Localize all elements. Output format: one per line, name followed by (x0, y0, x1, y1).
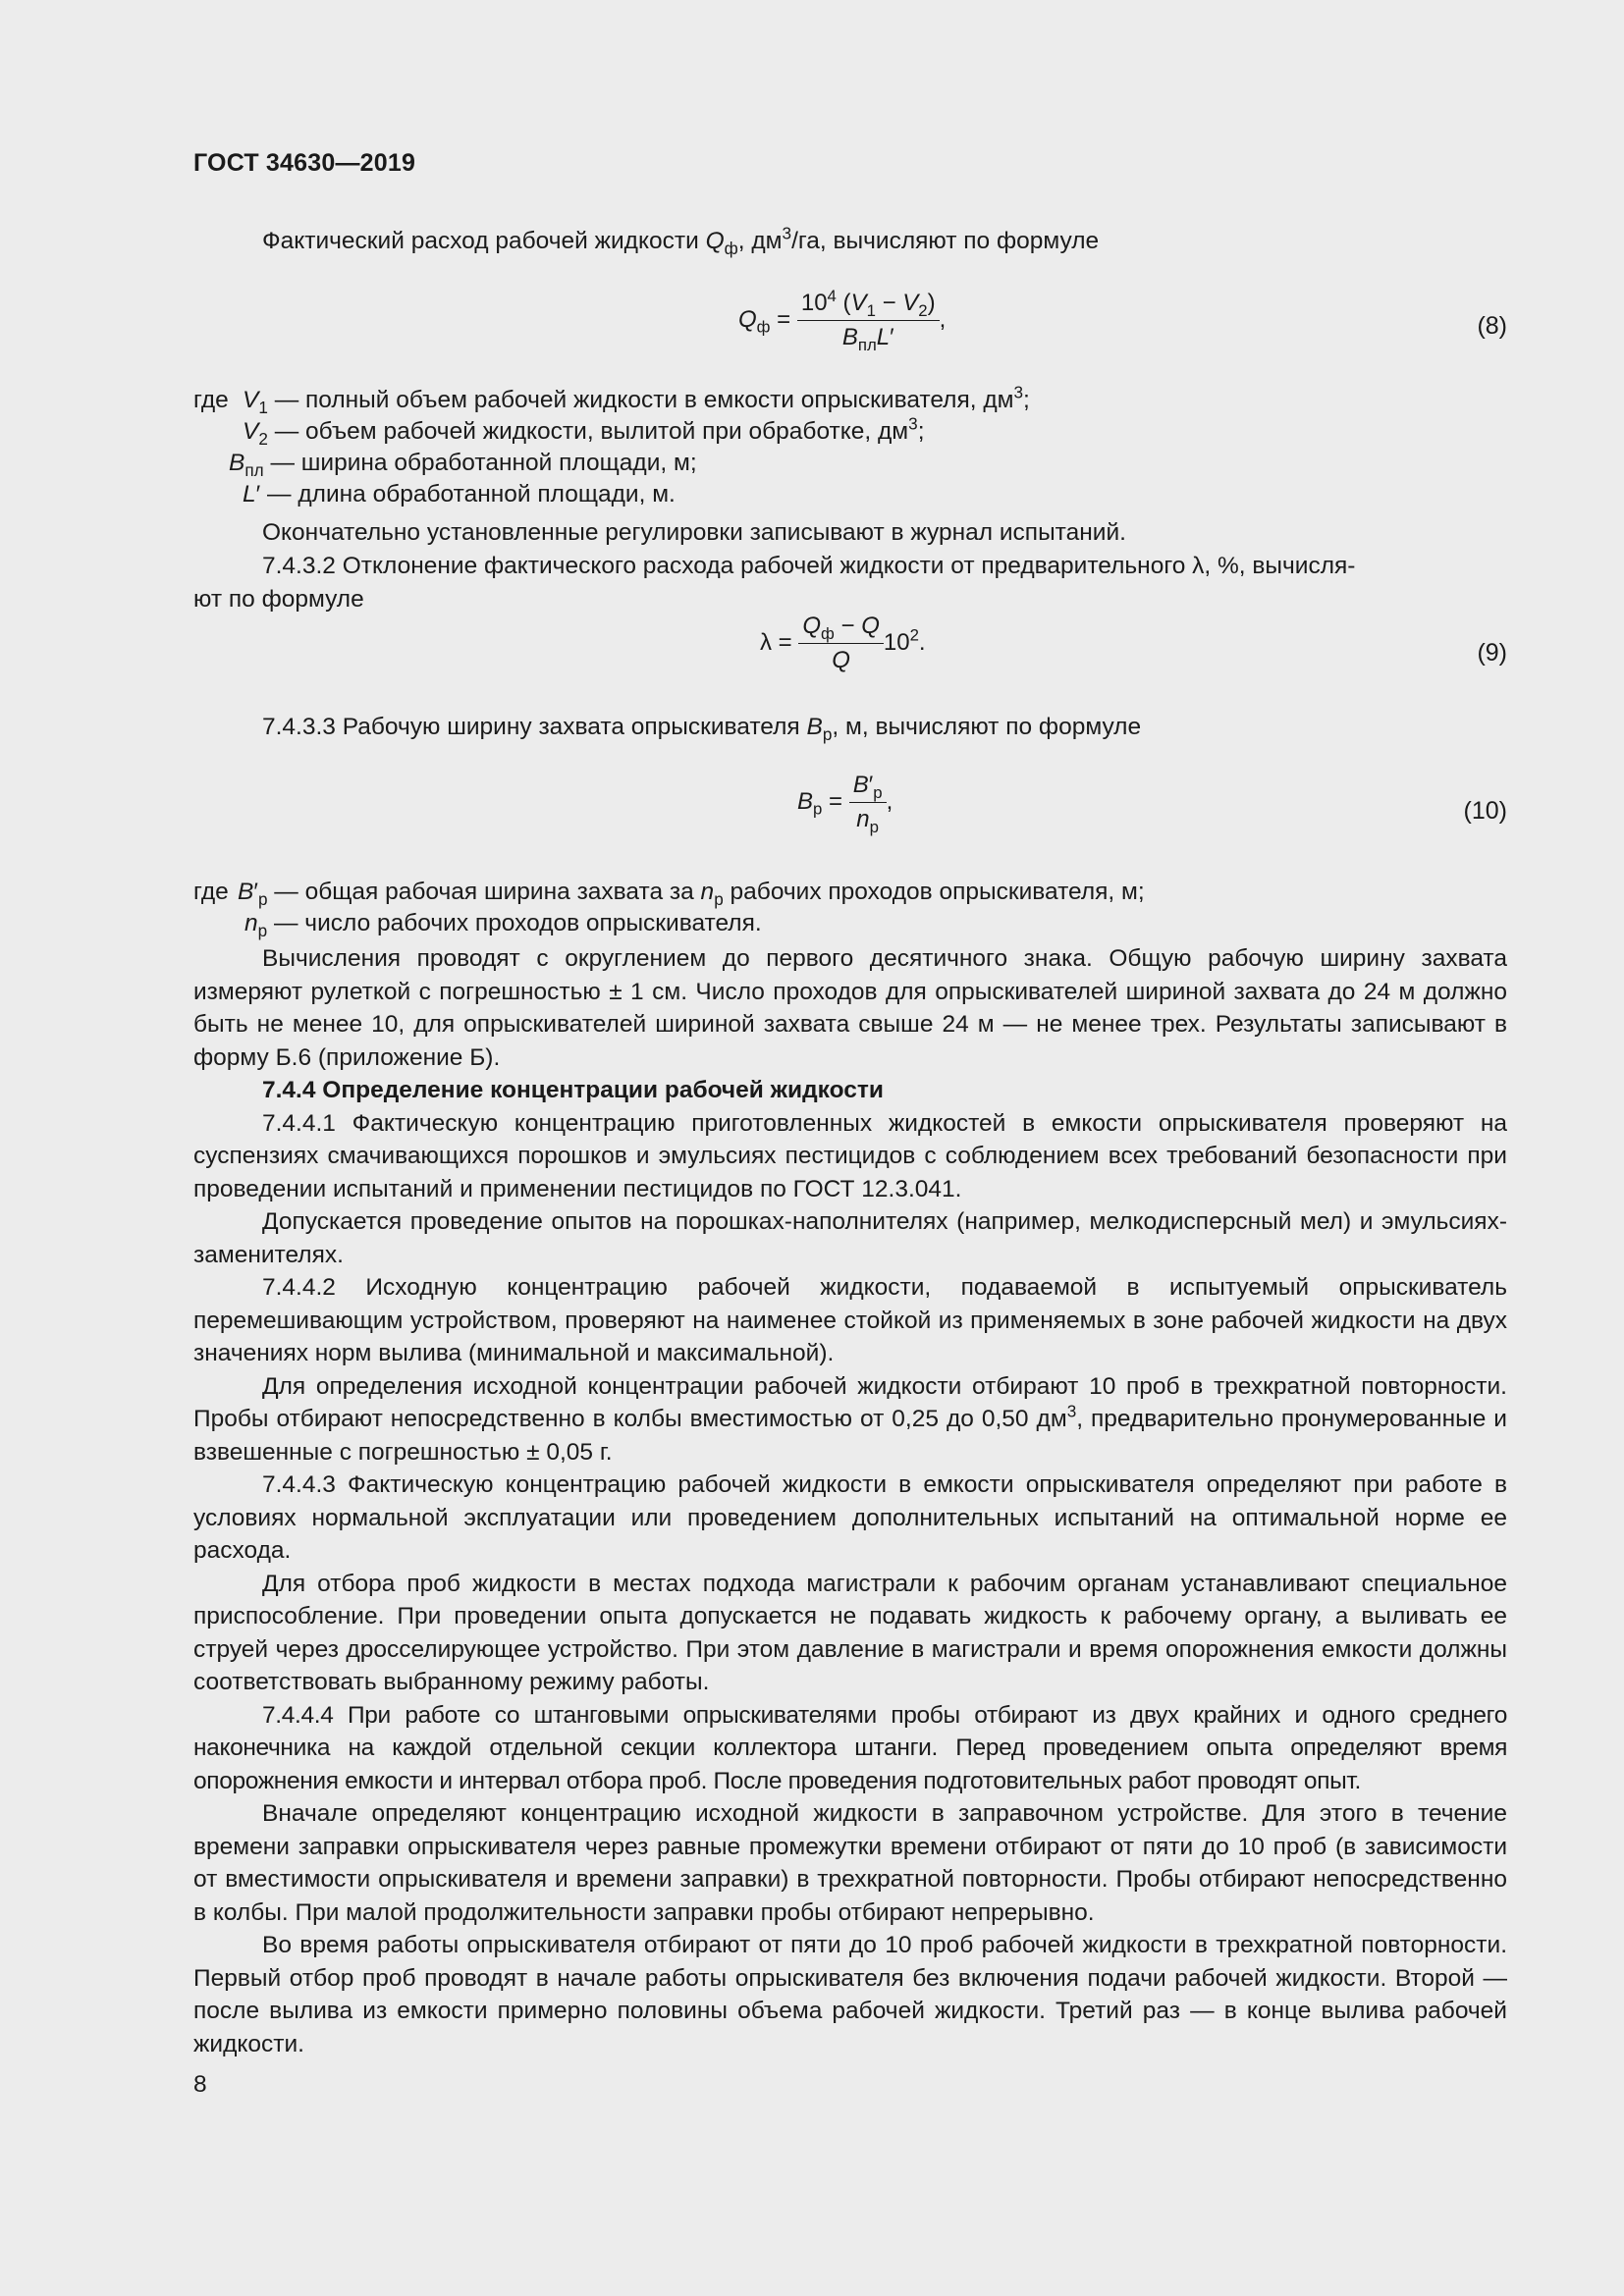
formula-8-number: (8) (1477, 312, 1507, 340)
formula-9-number: (9) (1477, 639, 1507, 667)
formula-8-fraction: $\frac{10^4 (V_1 - V_2)}{B_{пл}L'}$ (797, 290, 940, 351)
where-block-8 (193, 382, 1507, 510)
paragraph-calc: Вычисления проводят с округлением до первого десятичного знака. Общую рабочую ширину захвата измеряют рулеткой с погрешностью ± 1 см. Число проходов для опрыскивателей шириной захвата до 24 м должно быть не менее 10, для опрыскивателей шириной захвата свыше 24 м — не менее трех. Результаты записывают в форму Б.6 (приложение Б). (193, 945, 1507, 1071)
paragraph-7443: 7.4.4.3 Фактическую концентрацию рабочей жидкости в емкости опрыскивателя определяют при работе в условиях нормальной эксплуатации или проведением дополнительных испытаний на оптимальной норме ее расхода. (193, 1471, 1507, 1564)
paragraph-7433: 7.4.3.3 Рабочую ширину захвата опрыскивателя $B_р$, м, вычисляют по формуле (262, 714, 1142, 744)
paragraph-7444: 7.4.4.4 При работе со штанговыми опрыскивателями пробы отбирают из двух крайних и одного среднего наконечника на каждой отдельной секции коллектора штанги. Перед проведением опыта определяют время опорожнения емкости и интервал отбора проб. После проведения подготовительных работ проводят опыт. (193, 1701, 1507, 1794)
formula-9: λ = $\frac{Q_ф - Q}{Q}$ $10^2$. (760, 613, 926, 673)
where-row: $B_{пл}$ — ширина обработанной площади, м; (229, 450, 697, 480)
where-row: $V_2$ — объем рабочей жидкости, вылитой при обработке, $дм^3$; (243, 413, 925, 449)
standard-header: ГОСТ 34630—2019 (193, 149, 416, 177)
body-text (193, 942, 1507, 2060)
paragraph-allowed: Допускается проведение опытов на порошках-наполнителях (например, мелкодисперсный мел) и эмульсиях-заменителях. (193, 1208, 1507, 1268)
where-row: L′ — длина обработанной площади, м. (243, 481, 676, 507)
where-row: где $B'_р$ — общая рабочая ширина захвата за $n_р$ рабочих проходов опрыскивателя, м; (193, 879, 1145, 909)
paragraph-first: Вначале определяют концентрацию исходной жидкости в заправочном устройстве. Для этого в течение времени заправки опрыскивателя через равные промежутки времени отбирают от пяти до 10 проб (в зависимости от вместимости опрыскивателя и времени заправки) в трехкратной повторности. Пробы отбирают непосредственно в колбы. При малой продолжительности заправки пробы отбирают непрерывно. (193, 1800, 1507, 1926)
formula-10-fraction: $\frac{B'_р}{n_р}$ (849, 772, 887, 833)
paragraph-7441: 7.4.4.1 Фактическую концентрацию приготовленных жидкостей в емкости опрыскивателя проверяют на суспензиях смачивающихся порошков и эмульсиях пестицидов с соблюдением всех требований безопасности при проведении испытаний и применении пестицидов по ГОСТ 12.3.041. (193, 1109, 1507, 1202)
formula-8: $Q_ф$ = $\frac{10^4 (V_1 - V_2)}{B_{пл}L'}$ , (738, 286, 947, 354)
intro-paragraph: Фактический расход рабочей жидкости $Q_ф$, $дм^3/га$, вычисляют по формуле (262, 223, 1100, 258)
where-block-10 (193, 877, 1507, 939)
formula-9-fraction: $\frac{Q_ф - Q}{Q}$ (798, 613, 884, 674)
formula-10: $B_р$ = $\frac{B'_р}{n_р}$ , (797, 772, 893, 836)
paragraph-7432: 7.4.3.2 Отклонение фактического расхода рабочей жидкости от предварительного λ, %, вычисля- ют по формуле (193, 553, 1356, 613)
paragraph-initial-concentration: Для определения исходной концентрации рабочей жидкости отбирают 10 проб в трехкратной повторности. Пробы отбирают непосредственно в колбы вместимостью от 0,25 до 0,50 $дм^3$, предварительно пронумерованные и взвешенные с погрешностью ± 0,05 г. (193, 1372, 1507, 1466)
formula-10-number: (10) (1463, 797, 1507, 825)
paragraph-7442: 7.4.4.2 Исходную концентрацию рабочей жидкости, подаваемой в испытуемый опрыскиватель перемешивающим устройством, проверяют на наименее стойкой из применяемых в зоне рабочей жидкости на двух значениях норм вылива (минимальной и максимальной). (193, 1274, 1507, 1366)
heading-744: 7.4.4 Определение концентрации рабочей жидкости (262, 1077, 884, 1103)
paragraph-sampling: Для отбора проб жидкости в местах подхода магистрали к рабочим органам устанавливают специальное приспособление. При проведении опыта допускается не подавать жидкость к рабочему органу, а выливать ее струей через дросселирующее устройство. При этом давление в магистрали и время опорожнения емкости должны соответствовать выбранному режиму работы. (193, 1570, 1507, 1695)
page-number: 8 (193, 2071, 207, 2098)
where-row: где $V_1$ — полный объем рабочей жидкости в емкости опрыскивателя, $дм^3$; (193, 382, 1030, 417)
paragraph-final-adjust: Окончательно установленные регулировки записывают в журнал испытаний. (262, 519, 1126, 546)
where-row: $n_р$ — число рабочих проходов опрыскивателя. (244, 910, 762, 940)
paragraph-during: Во время работы опрыскивателя отбирают от пяти до 10 проб рабочей жидкости в трехкратной повторности. Первый отбор проб проводят в начале работы опрыскивателя без включения подачи рабочей жидкости. Второй — после вылива из емкости примерно половины объема рабочей жидкости. Третий раз — в конце вылива рабочей жидкости. (193, 1932, 1507, 2057)
